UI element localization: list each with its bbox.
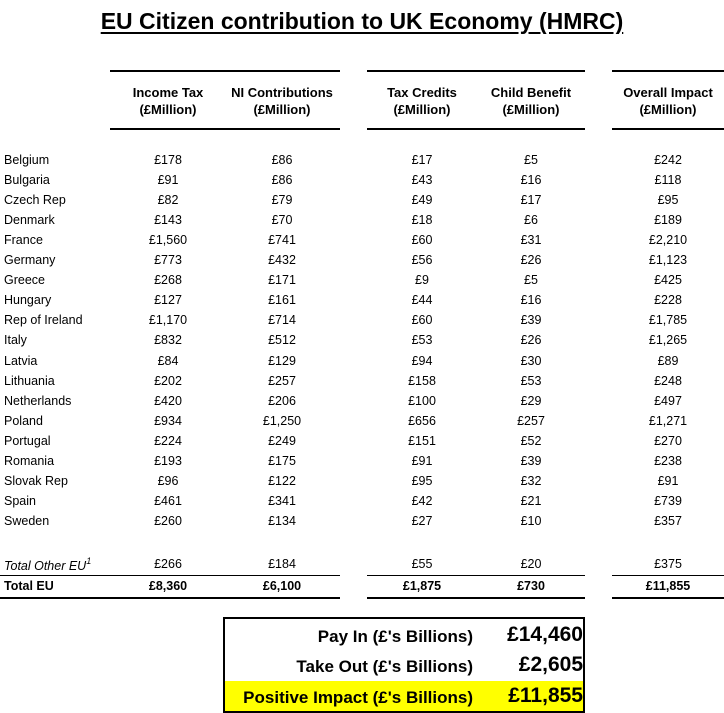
row-label: Greece (4, 273, 45, 288)
summary-pay-in (225, 620, 583, 650)
row-label: Latvia (4, 353, 38, 368)
cell-ni-contributions: £175 (268, 453, 296, 468)
table-row-other-eu (0, 555, 724, 575)
cell-overall-impact: £248 (654, 373, 682, 388)
cell-ni-contributions: £257 (268, 373, 296, 388)
cell-ni-contributions: £206 (268, 393, 296, 408)
total-bottom-rule (0, 597, 340, 599)
cell-income-tax: £461 (154, 493, 182, 508)
cell-ni-contributions: £122 (268, 473, 296, 488)
cell-tax-credits: £656 (408, 413, 436, 428)
cell-tax-credits: £42 (411, 493, 433, 508)
table-row (0, 171, 724, 191)
table-row (0, 271, 724, 291)
cell-tax-credits: £1,875 (402, 579, 442, 593)
cell-tax-credits: £158 (408, 373, 436, 388)
cell-child-benefit: £16 (520, 293, 542, 308)
table-row (0, 231, 724, 251)
cell-child-benefit: £20 (520, 557, 542, 571)
pay-in-value: £14,460 (507, 623, 583, 646)
row-label: Belgium (4, 153, 50, 167)
cell-overall-impact: £1,271 (648, 413, 688, 428)
cell-overall-impact: £11,855 (645, 579, 691, 593)
cell-income-tax: £193 (154, 453, 182, 468)
cell-child-benefit: £31 (520, 233, 542, 248)
cell-tax-credits: £100 (408, 393, 436, 408)
cell-tax-credits: £44 (411, 293, 433, 308)
cell-ni-contributions: £86 (271, 173, 293, 188)
column-header-child-benefit: Child Benefit (£Million) (490, 85, 572, 117)
header-top-rule-group2 (367, 70, 585, 72)
table-row (0, 311, 724, 331)
cell-income-tax: £773 (154, 253, 182, 268)
total-top-rule-group3 (612, 575, 724, 576)
cell-child-benefit: £10 (520, 513, 542, 528)
cell-overall-impact: £228 (654, 293, 682, 308)
cell-child-benefit: £26 (520, 253, 542, 268)
cell-overall-impact: £2,210 (648, 233, 688, 248)
cell-income-tax: £420 (154, 393, 182, 408)
cell-child-benefit: £16 (520, 173, 542, 188)
cell-ni-contributions: £86 (271, 153, 293, 167)
column-header-overall-impact: Overall Impact (£Million) (623, 85, 713, 117)
cell-tax-credits: £95 (411, 473, 433, 488)
cell-tax-credits: £60 (411, 313, 433, 328)
take-out-value: £2,605 (518, 653, 583, 676)
row-label: Netherlands (4, 393, 72, 408)
row-label: Italy (4, 333, 27, 348)
cell-income-tax: £84 (157, 353, 179, 368)
summary-box (223, 617, 585, 713)
row-label: Bulgaria (4, 173, 50, 188)
column-header-ni-contributions: NI Contributions (£Million) (231, 85, 333, 117)
cell-income-tax: £8,360 (148, 579, 188, 593)
cell-child-benefit: £730 (517, 579, 545, 593)
cell-income-tax: £1,170 (148, 313, 188, 328)
cell-tax-credits: £55 (411, 557, 433, 571)
column-header-income-tax: Income Tax (£Million) (132, 85, 204, 117)
header-bottom-rule-group2 (367, 128, 585, 130)
header-bottom-rule-group3 (612, 128, 724, 130)
table-row (0, 251, 724, 271)
cell-tax-credits: £17 (411, 153, 433, 167)
cell-income-tax: £82 (157, 193, 179, 208)
row-label: Slovak Rep (4, 473, 68, 488)
cell-tax-credits: £60 (411, 233, 433, 248)
cell-overall-impact: £375 (654, 557, 682, 571)
cell-income-tax: £832 (154, 333, 182, 348)
cell-tax-credits: £151 (408, 433, 436, 448)
cell-ni-contributions: £249 (268, 433, 296, 448)
cell-income-tax: £224 (154, 433, 182, 448)
summary-positive-impact (225, 681, 583, 711)
cell-child-benefit: £21 (520, 493, 542, 508)
cell-overall-impact: £95 (657, 193, 679, 208)
cell-ni-contributions: £70 (271, 213, 293, 228)
row-label: Czech Rep (4, 193, 66, 208)
row-label: Total EU (4, 579, 54, 593)
total-top-rule-group2 (367, 575, 585, 576)
cell-child-benefit: £26 (520, 333, 542, 348)
total-bottom-rule-group3 (612, 597, 724, 599)
summary-take-out (225, 650, 583, 680)
cell-overall-impact: £270 (654, 433, 682, 448)
cell-child-benefit: £32 (520, 473, 542, 488)
cell-ni-contributions: £129 (268, 353, 296, 368)
cell-ni-contributions: £741 (268, 233, 296, 248)
table-row (0, 472, 724, 492)
table-row (0, 372, 724, 392)
cell-income-tax: £268 (154, 273, 182, 288)
cell-overall-impact: £1,265 (648, 333, 688, 348)
cell-income-tax: £96 (157, 473, 179, 488)
cell-child-benefit: £257 (517, 413, 545, 428)
cell-income-tax: £266 (154, 557, 182, 571)
cell-overall-impact: £1,785 (648, 313, 688, 328)
cell-income-tax: £934 (154, 413, 182, 428)
cell-income-tax: £178 (154, 153, 182, 167)
cell-tax-credits: £91 (411, 453, 433, 468)
cell-overall-impact: £357 (654, 513, 682, 528)
cell-child-benefit: £5 (524, 153, 538, 167)
row-label: Romania (4, 453, 55, 468)
cell-overall-impact: £118 (654, 173, 682, 188)
cell-child-benefit: £5 (524, 273, 538, 288)
cell-income-tax: £91 (157, 173, 179, 188)
table-row (0, 412, 724, 432)
header-top-rule-group1 (110, 70, 340, 72)
cell-overall-impact: £1,123 (648, 253, 688, 268)
cell-ni-contributions: £6,100 (262, 579, 302, 593)
row-label: Rep of Ireland (4, 313, 83, 328)
row-label: Lithuania (4, 373, 55, 388)
cell-ni-contributions: £134 (268, 513, 296, 528)
table-row (0, 151, 724, 171)
cell-child-benefit: £52 (520, 433, 542, 448)
cell-child-benefit: £39 (520, 453, 542, 468)
cell-child-benefit: £6 (524, 213, 538, 228)
table-row-total-eu (0, 577, 724, 597)
row-label: Total Other $EU^1$ (4, 556, 92, 574)
cell-income-tax: £127 (154, 293, 182, 308)
cell-tax-credits: £94 (411, 353, 433, 368)
cell-ni-contributions: £432 (268, 253, 296, 268)
row-label: Spain (4, 493, 36, 508)
row-label: Germany (4, 253, 56, 268)
cell-tax-credits: £27 (411, 513, 433, 528)
table-row (0, 331, 724, 351)
cell-income-tax: £260 (154, 513, 182, 528)
cell-tax-credits: £53 (411, 333, 433, 348)
cell-overall-impact: £739 (654, 493, 682, 508)
table-row (0, 452, 724, 472)
pay-in-label: Pay In (£'s Billions) (317, 627, 473, 646)
cell-child-benefit: £39 (520, 313, 542, 328)
take-out-label: Take Out (£'s Billions) (296, 657, 473, 676)
cell-ni-contributions: £171 (268, 273, 296, 288)
positive-impact-value: £11,855 (508, 684, 583, 707)
cell-income-tax: £202 (154, 373, 182, 388)
cell-overall-impact: £189 (654, 213, 682, 228)
cell-tax-credits: £56 (411, 253, 433, 268)
cell-child-benefit: £29 (520, 393, 542, 408)
cell-overall-impact: £238 (654, 453, 682, 468)
cell-ni-contributions: £341 (268, 493, 296, 508)
cell-tax-credits: £18 (411, 213, 433, 228)
cell-ni-contributions: £1,250 (262, 413, 302, 428)
cell-ni-contributions: £161 (268, 293, 296, 308)
table-row (0, 392, 724, 412)
cell-ni-contributions: £184 (268, 557, 296, 571)
row-label: Poland (4, 413, 43, 428)
cell-ni-contributions: £79 (271, 193, 293, 208)
table-row (0, 191, 724, 211)
header-bottom-rule-group1 (110, 128, 340, 130)
row-label: France (4, 233, 43, 248)
header-top-rule-group3 (612, 70, 724, 72)
cell-child-benefit: £53 (520, 373, 542, 388)
cell-ni-contributions: £512 (268, 333, 296, 348)
cell-overall-impact: £91 (657, 473, 679, 488)
positive-impact-label: Positive Impact (£'s Billions) (243, 688, 473, 707)
table-row (0, 492, 724, 512)
cell-tax-credits: £9 (415, 273, 429, 288)
total-top-rule (0, 575, 340, 576)
row-label: Hungary (4, 293, 52, 308)
cell-tax-credits: £49 (411, 193, 433, 208)
table-row (0, 291, 724, 311)
cell-overall-impact: £425 (654, 273, 682, 288)
cell-ni-contributions: £714 (268, 313, 296, 328)
column-header-tax-credits: Tax Credits (£Million) (387, 85, 457, 117)
table-row (0, 512, 724, 532)
table-row (0, 211, 724, 231)
row-label: Denmark (4, 213, 55, 228)
row-label: Sweden (4, 513, 50, 528)
cell-overall-impact: £242 (654, 153, 682, 167)
cell-income-tax: £143 (154, 213, 182, 228)
row-label: Portugal (4, 433, 51, 448)
table-row (0, 432, 724, 452)
cell-overall-impact: £497 (654, 393, 682, 408)
cell-income-tax: £1,560 (148, 233, 188, 248)
cell-child-benefit: £17 (520, 193, 542, 208)
cell-child-benefit: £30 (520, 353, 542, 368)
table-row (0, 352, 724, 372)
cell-tax-credits: £43 (411, 173, 433, 188)
page-title: EU Citizen contribution to UK Economy (HMRC) (100, 8, 624, 34)
cell-overall-impact: £89 (657, 353, 679, 368)
total-bottom-rule-group2 (367, 597, 585, 599)
